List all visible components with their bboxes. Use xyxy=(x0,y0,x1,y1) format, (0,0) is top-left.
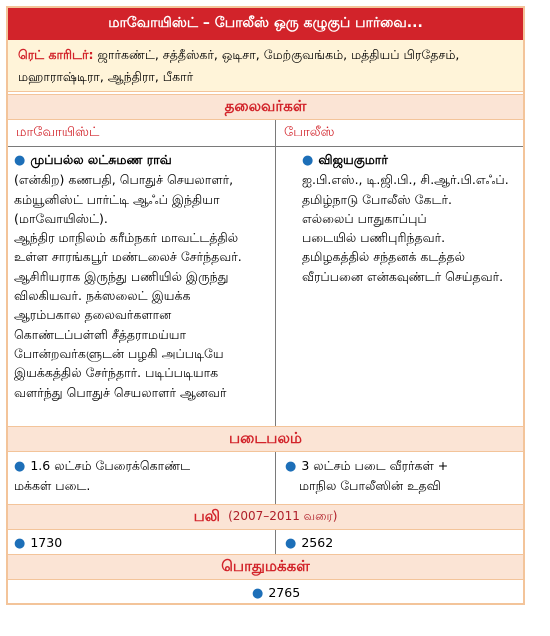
public-casualties xyxy=(252,583,300,603)
police-leader-line: படையில் பணிபுரிந்தவர். xyxy=(302,230,446,246)
police-leader-description xyxy=(302,150,516,286)
police-leader-line: தமிழ்நாடு போலீஸ் கேடர். xyxy=(302,191,453,207)
maoist-strength-line1: 1.6 லட்சம் பேரைக்கொண்ட xyxy=(30,458,191,473)
police-strength xyxy=(285,456,517,495)
leaders-column-divider xyxy=(275,120,276,426)
public-header xyxy=(8,554,523,580)
maoist-leader-description xyxy=(14,150,272,402)
maoist-leader-line: (என்கிற) கணபதி, பொதுச் செயலாளர், xyxy=(14,172,234,188)
public-heading: பொதுமக்கள் xyxy=(221,557,310,575)
column-header-divider xyxy=(8,146,523,147)
police-leader-line: ஐ.பி.எஸ்., டி.ஜி.பி., சி.ஆர்.பி.எஃப். xyxy=(302,172,509,188)
police-leader-line: வீரப்பனை என்கவுண்டர் செய்தவர். xyxy=(302,268,504,284)
bullet-icon: ● xyxy=(14,459,26,474)
leaders-heading: தலைவர்கள் xyxy=(224,97,307,115)
red-corridor-states-line1: ஜார்கண்ட், சத்தீஸ்கர், ஒடிசா, மேற்குவங்கம், மத்தியப் பிரதேசம், xyxy=(97,47,460,62)
red-corridor-box xyxy=(8,40,523,92)
bullet-icon: ● xyxy=(14,153,26,168)
red-corridor-label: ரெட் காரிடர்: xyxy=(18,47,94,62)
maoist-leader-line: வளர்ந்து பொதுச் செயலாளர் ஆனவர் xyxy=(14,384,227,400)
casualties-column-divider xyxy=(275,530,276,554)
maoist-column-header: மாவோயிஸ்ட் xyxy=(16,125,100,140)
maoist-leader-line: உள்ள சாரங்கபூர் மண்டலைச் சேர்ந்தவர். xyxy=(14,249,242,265)
maoist-leader-line: ஆந்திர மாநிலம் கரீம்நகர் மாவட்டத்தில் xyxy=(14,230,239,246)
maoist-casualties xyxy=(14,533,62,553)
red-corridor-states-line2: மஹாராஷ்டிரா, ஆந்திரா, பீகார் xyxy=(18,69,194,84)
maoist-leader-name: முப்பல்ல லட்சுமண ராவ் xyxy=(30,152,172,167)
bullet-icon: ● xyxy=(252,586,264,601)
maoist-casualties-count: 1730 xyxy=(30,535,63,550)
bullet-icon: ● xyxy=(302,153,314,168)
police-leader-name: விஜயகுமார் xyxy=(318,152,388,167)
strength-column-divider xyxy=(275,452,276,504)
maoist-leader-line: போன்றவர்களுடன் பழகி அப்படியே xyxy=(14,345,224,361)
casualties-header xyxy=(8,504,523,530)
bullet-icon: ● xyxy=(14,536,26,551)
casualties-period: (2007–2011 வரை) xyxy=(228,509,338,523)
maoist-leader-line: இயக்கத்தில் சேர்ந்தார். படிப்படியாக xyxy=(14,365,219,381)
public-casualties-count: 2765 xyxy=(268,585,301,600)
maoist-strength xyxy=(14,456,272,495)
police-strength-line1: 3 லட்சம் படை வீரர்கள் + xyxy=(301,458,449,473)
police-leader-line: தமிழகத்தில் சந்தனக் கடத்தல் xyxy=(302,249,466,265)
maoist-leader-line: கம்யூனிஸ்ட் பார்ட்டி ஆஃப் இந்தியா xyxy=(14,191,220,207)
strength-heading: படைபலம் xyxy=(229,429,302,447)
maoist-leader-line: விலகியவர். நக்ஸலைட் இயக்க xyxy=(14,288,191,304)
police-column-header: போலீஸ் xyxy=(284,125,335,140)
maoist-leader-line: ஆரம்பகால தலைவர்களான xyxy=(14,307,172,323)
police-leader-line: எல்லைப் பாதுகாப்புப் xyxy=(302,210,427,226)
bullet-icon: ● xyxy=(285,459,297,474)
bullet-icon: ● xyxy=(285,536,297,551)
police-casualties xyxy=(285,533,333,553)
maoist-strength-line2: மக்கள் படை. xyxy=(14,478,91,493)
casualties-heading: பலி xyxy=(193,507,221,525)
maoist-leader-line: (மாவோயிஸ்ட்). xyxy=(14,210,108,226)
maoist-leader-line: ஆசிரியராக இருந்து பணியில் இருந்து xyxy=(14,268,229,284)
leaders-header xyxy=(8,94,523,120)
maoist-leader-line: கொண்டப்பள்ளி சீத்தராமய்யா xyxy=(14,326,187,342)
strength-header xyxy=(8,426,523,452)
police-casualties-count: 2562 xyxy=(301,535,334,550)
page-title: மாவோயிஸ்ட் – போலீஸ் ஒரு கழுகுப் பார்வை... xyxy=(8,8,523,40)
police-strength-line2: மாநில போலீஸின் உதவி xyxy=(299,478,441,493)
